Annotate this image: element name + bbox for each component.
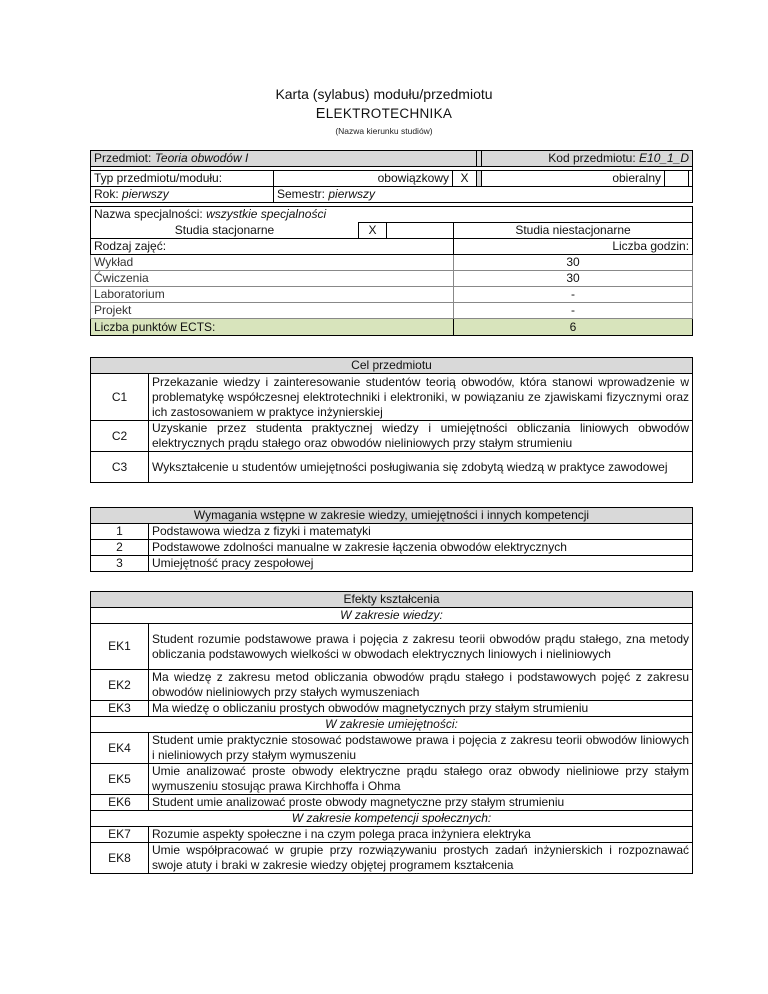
- outcome-text: Ma wiedzę o obliczaniu prostych obwodów magnetycznych przy stałym strumieniu: [149, 701, 693, 717]
- outcome-text: Student rozumie podstawowe prawa i pojęcia z zakresu teorii obwodów prądu stałego, zna metody obliczania podstawowych wielkości w obwodach elektrycznych liniowych i nieliniowych: [149, 624, 693, 670]
- ects-value: 6: [454, 319, 693, 336]
- knowledge-section-title: W zakresie wiedzy:: [91, 608, 693, 624]
- prerequisites-table: [90, 507, 693, 572]
- goal-text: Uzyskanie przez studenta praktycznej wiedzy i umiejętności obliczania liniowych obwodów elektrycznych prądu stałego oraz obwodów nieliniowych przy stałym strumieniu: [149, 421, 693, 452]
- outcome-code: EK3: [91, 701, 149, 717]
- code-cell: Kod przedmiotu: E10_1_D: [482, 151, 693, 167]
- outcome-code: EK8: [91, 843, 149, 874]
- goal-text: Wykształcenie u studentów umiejętności posługiwania się zdobytą wiedzą w praktyce zawodowej: [149, 452, 693, 483]
- outcome-code: EK7: [91, 827, 149, 843]
- outcomes-table: [90, 591, 693, 874]
- subject-cell: Przedmiot: Teoria obwodów I: [91, 151, 477, 167]
- nonstationary-label: Studia niestacjonarne: [454, 223, 693, 239]
- social-section-title: W zakresie kompetencji społecznych:: [91, 811, 693, 827]
- goals-title: Cel przedmiotu: [91, 358, 693, 374]
- subject-info-table: [90, 150, 693, 203]
- specialization-cell: Nazwa specjalności: wszystkie specjalności: [91, 207, 693, 223]
- spacer: [689, 171, 693, 187]
- prerequisites-title: Wymagania wstępne w zakresie wiedzy, umiejętności i innych kompetencji: [91, 508, 693, 524]
- outcome-code: EK6: [91, 795, 149, 811]
- goal-code: C2: [91, 421, 149, 452]
- outcome-code: EK5: [91, 764, 149, 795]
- program-name: ELEKTROTECHNIKA: [315, 106, 453, 122]
- stationary-mark: X: [359, 223, 387, 239]
- class-row-hours: -: [454, 287, 693, 303]
- outcome-text: Umie współpracować w grupie przy rozwiązywaniu prostych zadań inżynierskich i rozpoznawać swoje atuty i braki w zakresie wiedzy objętej programem kształcenia: [149, 843, 693, 874]
- mandatory-mark: X: [453, 171, 477, 187]
- elective-label: obieralny: [482, 171, 665, 187]
- class-row-name: Wykład: [91, 255, 454, 271]
- prerequisite-code: 2: [91, 540, 149, 556]
- outcome-code: EK4: [91, 733, 149, 764]
- semester-cell: Semestr: pierwszy: [274, 187, 693, 203]
- class-row-hours: 30: [454, 271, 693, 287]
- mandatory-label: obowiązkowy: [274, 171, 453, 187]
- outcome-code: EK2: [91, 670, 149, 701]
- prerequisite-text: Podstawowa wiedza z fizyki i matematyki: [149, 524, 693, 540]
- outcome-text: Student umie praktycznie stosować podstawowe prawa i pojęcia z zakresu teorii obwodów liniowych i nieliniowych przy stałym wymuszeniu: [149, 733, 693, 764]
- hours-header: Liczba godzin:: [454, 239, 693, 255]
- elective-mark: [665, 171, 689, 187]
- outcome-text: Umie analizować proste obwody elektryczne prądu stałego oraz obwody nieliniowe przy stałym wymuszeniu stosując prawa Kirchhoffa i Ohma: [149, 764, 693, 795]
- prerequisite-code: 1: [91, 524, 149, 540]
- goal-code: C1: [91, 374, 149, 421]
- class-row-name: Projekt: [91, 303, 454, 319]
- skills-section-title: W zakresie umiejętności:: [91, 717, 693, 733]
- studies-hours-table: [90, 206, 693, 336]
- outcome-code: EK1: [91, 624, 149, 670]
- program-note: (Nazwa kierunku studiów): [335, 126, 433, 136]
- goal-text: Przekazanie wiedzy i zainteresowanie studentów teorią obwodów, która stanowi wprowadzenie w problematykę współczesnej elektrotechniki i elektroniki, w powiązaniu ze zjawiskami fizycznymi oraz ich zastosowaniem w praktyce inżynierskiej: [149, 374, 693, 421]
- class-type-header: Rodzaj zajęć:: [91, 239, 454, 255]
- class-row-name: Laboratorium: [91, 287, 454, 303]
- goal-code: C3: [91, 452, 149, 483]
- document-title: Karta (sylabus) modułu/przedmiotu: [275, 86, 493, 102]
- outcome-text: Ma wiedzę z zakresu metod obliczania obwodów prądu stałego i podstawowych pojęć z zakresu obwodów nieliniowych przy stałych wymuszeniach: [149, 670, 693, 701]
- class-row-hours: -: [454, 303, 693, 319]
- spacer: [387, 223, 454, 239]
- prerequisite-text: Umiejętność pracy zespołowej: [149, 556, 693, 572]
- outcome-text: Rozumie aspekty społeczne i na czym polega praca inżyniera elektryka: [149, 827, 693, 843]
- ects-label: Liczba punktów ECTS:: [91, 319, 454, 336]
- outcomes-title: Efekty kształcenia: [91, 592, 693, 608]
- class-row-hours: 30: [454, 255, 693, 271]
- year-cell: Rok: pierwszy: [91, 187, 274, 203]
- stationary-label: Studia stacjonarne: [91, 223, 359, 239]
- outcome-text: Student umie analizować proste obwody magnetyczne przy stałym strumieniu: [149, 795, 693, 811]
- prerequisite-text: Podstawowe zdolności manualne w zakresie łączenia obwodów elektrycznych: [149, 540, 693, 556]
- goals-table: [90, 357, 693, 483]
- type-label: Typ przedmiotu/modułu:: [91, 171, 274, 187]
- prerequisite-code: 3: [91, 556, 149, 572]
- class-row-name: Ćwiczenia: [91, 271, 454, 287]
